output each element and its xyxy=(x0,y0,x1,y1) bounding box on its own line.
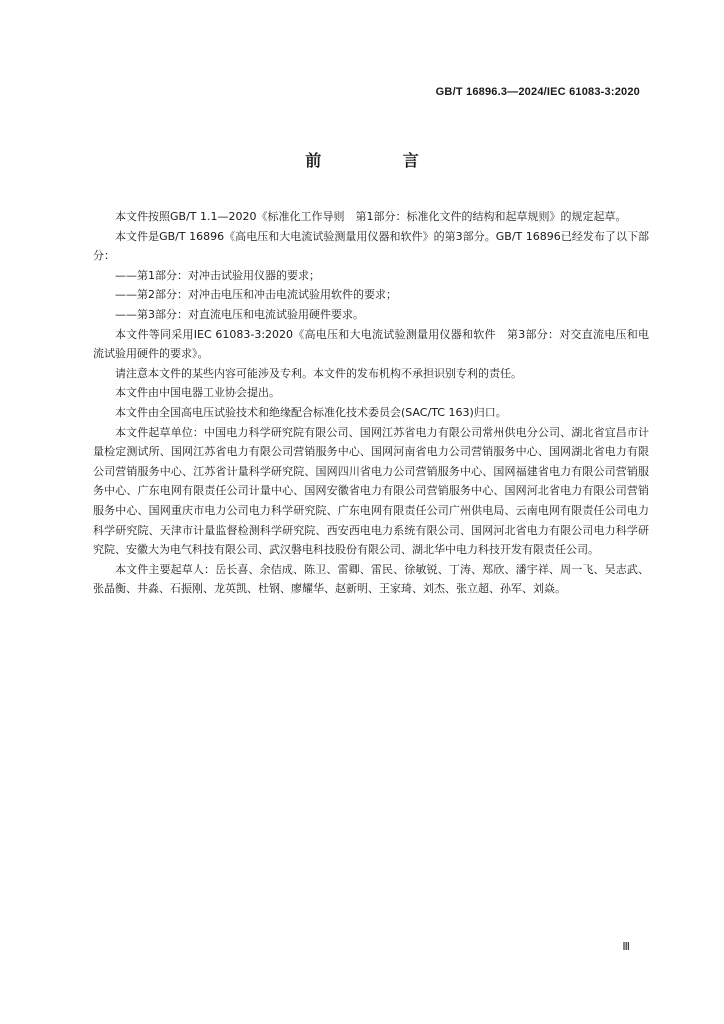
page-number: Ⅲ xyxy=(622,941,630,953)
paragraph-proposer: 本文件由中国电器工业协会提出。 xyxy=(115,386,280,400)
list-item-part-2: ——第2部分：对冲击电压和冲击电流试验用软件的要求； xyxy=(115,288,397,302)
paragraph-series-intro: 本文件是GB/T 16896《高电压和大电流试验测量用仪器和软件》的第3部分。GB/T 16896已经发布了以下部分： xyxy=(93,229,649,263)
foreword-body xyxy=(93,207,649,599)
paragraph-drafters: 本文件主要起草人：岳长喜、余佶成、陈卫、雷卿、雷民、徐敏锐、丁涛、郑欣、潘宇祥、周一飞、吴志武、张晶衡、井淼、石振刚、龙英凯、杜钢、廖耀华、赵新明、王家琦、刘杰、张立超、孙军、刘焱。 xyxy=(93,562,649,596)
paragraph-patent-notice: 请注意本文件的某些内容可能涉及专利。本文件的发布机构不承担识别专利的责任。 xyxy=(115,366,522,380)
standard-code: GB/T 16896.3—2024/IEC 61083-3:2020 xyxy=(435,86,640,98)
paragraph-committee: 本文件由全国高电压试验技术和绝缘配合标准化技术委员会(SAC/TC 163)归口。 xyxy=(115,405,507,419)
page-title: 前 言 xyxy=(305,151,457,170)
list-item-part-1: ——第1部分：对冲击试验用仪器的要求； xyxy=(115,268,320,282)
paragraph-equivalence: 本文件等同采用IEC 61083-3:2020《高电压和大电流试验测量用仪器和软件 第3部分：对交直流电压和电流试验用硬件的要求》。 xyxy=(93,327,649,361)
paragraph-drafting-rules: 本文件按照GB/T 1.1—2020《标准化工作导则 第1部分：标准化文件的结构和起草规则》的规定起草。 xyxy=(115,210,627,223)
paragraph-drafting-units: 本文件起草单位：中国电力科学研究院有限公司、国网江苏省电力有限公司常州供电分公司、湖北省宜昌市计量检定测试所、国网江苏省电力有限公司营销服务中心、国网河南省电力公司营销服务中心、国网湖北省电力有限公司营销服务中心、江苏省计量科学研究院、国网四川省电力公司营销服务中心、国网福建省电力有限公司营销服务中心、广东电网有限责任公司计量中心、国网安徽省电力有限公司营销服务中心、国网河北省电力有限公司营销服务中心、国网重庆市电力公司电力科学研究院、广东电网有限责任公司广州供电局、云南电网有限责任公司电力科学研究院、天津市计量监督检测科学研究院、西安西电电力系统有限公司、国网河北省电力有限公司电力科学研究院、安徽大为电气科技有限公司、武汉磐电科技股份有限公司、湖北华中电力科技开发有限责任公司。 xyxy=(93,425,649,557)
list-item-part-3: ——第3部分：对直流电压和电流试验用硬件要求。 xyxy=(115,307,364,321)
